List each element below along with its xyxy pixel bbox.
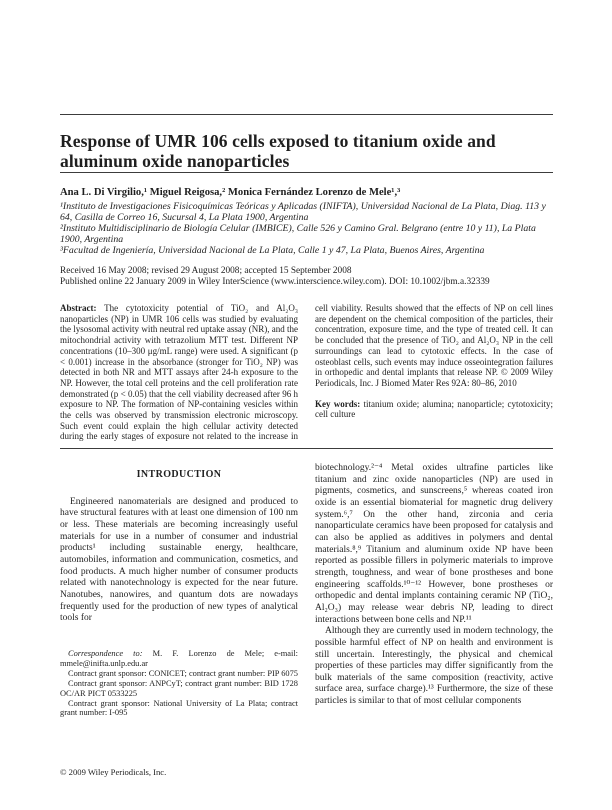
intro-paragraph-right-1: biotechnology.²⁻⁴ Metal oxides ultrafine particles like titanium and zinc oxide nanoparticles (NP) are used in pigments, cosmetics, and sunscreens,⁵ whereas coated iron oxide is an essential biomaterial for magnetic drug delivery system.⁶,⁷ On the other hand, zirconia and ceria nanoparticulate ceramics have been proposed for catalysis and can also be applied as additives in polymers and dental materials.⁸,⁹ Titanium and aluminum oxide NP have been reported as possible fillers in polymeric materials to improve strength, toughness, and wear of bone prostheses and bone engineering scaffolds.¹⁰⁻¹² However, bone prostheses or orthopedic and dental implants containing ceramic NP (TiO₂, Al₂O₃) may release wear debris NP, leading to direct interactions between bone cells and NP.¹¹ [315, 463, 553, 625]
article-title: Response of UMR 106 cells exposed to titanium oxide and aluminum oxide nanoparticles [60, 130, 496, 172]
abstract-paragraph [60, 303, 553, 451]
keywords-text: titanium oxide; alumina; nanoparticle; cytotoxicity; cell culture [315, 398, 553, 420]
abstract-divider-rule [60, 448, 553, 449]
copyright-line: © 2009 Wiley Periodicals, Inc. [60, 767, 167, 777]
correspondence-label: Correspondence to: [68, 649, 143, 658]
intro-paragraph-left: Engineered nanomaterials are designed and produced to have structural features with at least one dimension of 100 nm or less. These materials are becoming increasingly useful materials for use in a number of consumer and industrial products¹ including sustainable energy, healthcare, automobiles, information and communication, cosmetics, and food products. A much higher number of consumer products related with nanotechnology is expected for the near future. Nanotubes, nanowires, and quantum dots are nowadays frequently used for the production of new types of analytical tools for [60, 496, 298, 624]
keywords-label: Key words: [315, 398, 361, 409]
received-line: Received 16 May 2008; revised 29 August 2008; accepted 15 September 2008 [60, 266, 352, 276]
grant-note-3: Contract grant sponsor: National University of La Plata; contract grant number: I-095 [60, 698, 298, 718]
footnotes-block [60, 649, 298, 718]
abstract-section [60, 303, 553, 451]
affiliations-block [60, 202, 553, 257]
abstract-label: Abstract: [60, 303, 97, 313]
published-doi-line: Published online 22 January 2009 in Wiley InterScience (www.interscience.wiley.com). DOI: 10.1002/jbm.a.32339 [60, 277, 490, 288]
correspondence-note [60, 649, 298, 669]
correspondence-text: M. F. Lorenzo de Mele; e-mail: mmele@inifta.unlp.edu.ar [60, 649, 298, 668]
history-block [60, 266, 553, 288]
affiliation-2: ²Instituto Multidisciplinario de Biología Celular (IMBICE), Calle 526 y Camino Gral. Belgrano (entre 10 y 11), La Plata 1900, Argentina [60, 222, 536, 245]
introduction-heading: INTRODUCTION [136, 469, 222, 480]
affiliation-3: ³Facultad de Ingeniería, Universidad Nacional de La Plata, Calle 1 y 47, La Plata, Buenos Aires, Argentina [60, 244, 485, 256]
grant-note-2: Contract grant sponsor: ANPCyT; contract grant number: BID 1728 OC/AR PICT 0533225 [60, 678, 298, 698]
affiliation-1: ¹Instituto de Investigaciones Fisicoquímicas Teóricas y Aplicadas (INIFTA), Universidad Nacional de La Plata, Diag. 113 y 64, Casilla de Correo 16, Sucursal 4, La Plata 1900, Argentina [60, 201, 546, 223]
top-rule [60, 114, 553, 115]
intro-paragraph-right-2: Although they are currently used in modern technology, the possible harmful effect of NP on health and environment is still uncertain. Interestingly, the physical and chemical properties of these particles may differ significantly from the bulk materials of the same composition (reactivity, active surface area, surface charge).¹³ Furthermore, the size of these particles is similar to that of most cellular components [315, 626, 553, 707]
abstract-text: The cytotoxicity potential of TiO₂ and Al₂O₃ nanoparticles (NP) in UMR 106 cells was studied by evaluating the lysosomal activity with neutral red uptake assay (NR), and the mitochondrial activity with tetrazolium MTT test. Different NP concentrations (10–300 μg/mL range) were used. A significant (p < 0.001) increase in the absorbance (stronger for TiO₂ NP) was detected in both NR and MTT assays after 24-h exposure to the NP. However, the total cell proteins and the cell proliferation rate demonstrated (p < 0.05) that the cell viability decreased after 96 h exposure to NP. The formation of NP-containing vesicles within the cells was observed by transmission electronic microscopy. Such event could explain the high cellular activity detected during the early stages of exposure not related to the increase in cell viability. Results showed that the effects of NP on cell lines are dependent on the chemical composition of the particles, their concentration, exposure time, and the type of treated cell. It can be concluded that the presence of TiO₂ and Al₂O₃ NP in the cell surroundings can lead to cytotoxic effects. In the case of osteoblast cells, such events may induce osseointegration failures in orthopedic and dental implants that release NP. © 2009 Wiley Periodicals, Inc. J Biomed Mater Res 92A: 80–86, 2010 [60, 303, 553, 442]
authors-line: Ana L. Di Virgilio,¹ Miguel Reigosa,² Monica Fernández Lorenzo de Mele¹,³ [60, 187, 401, 198]
title-divider-rule [60, 172, 553, 173]
keywords-paragraph [315, 399, 553, 420]
right-column [315, 463, 553, 708]
grant-note-1: Contract grant sponsor: CONICET; contract grant number: PIP 6075 [68, 668, 298, 678]
